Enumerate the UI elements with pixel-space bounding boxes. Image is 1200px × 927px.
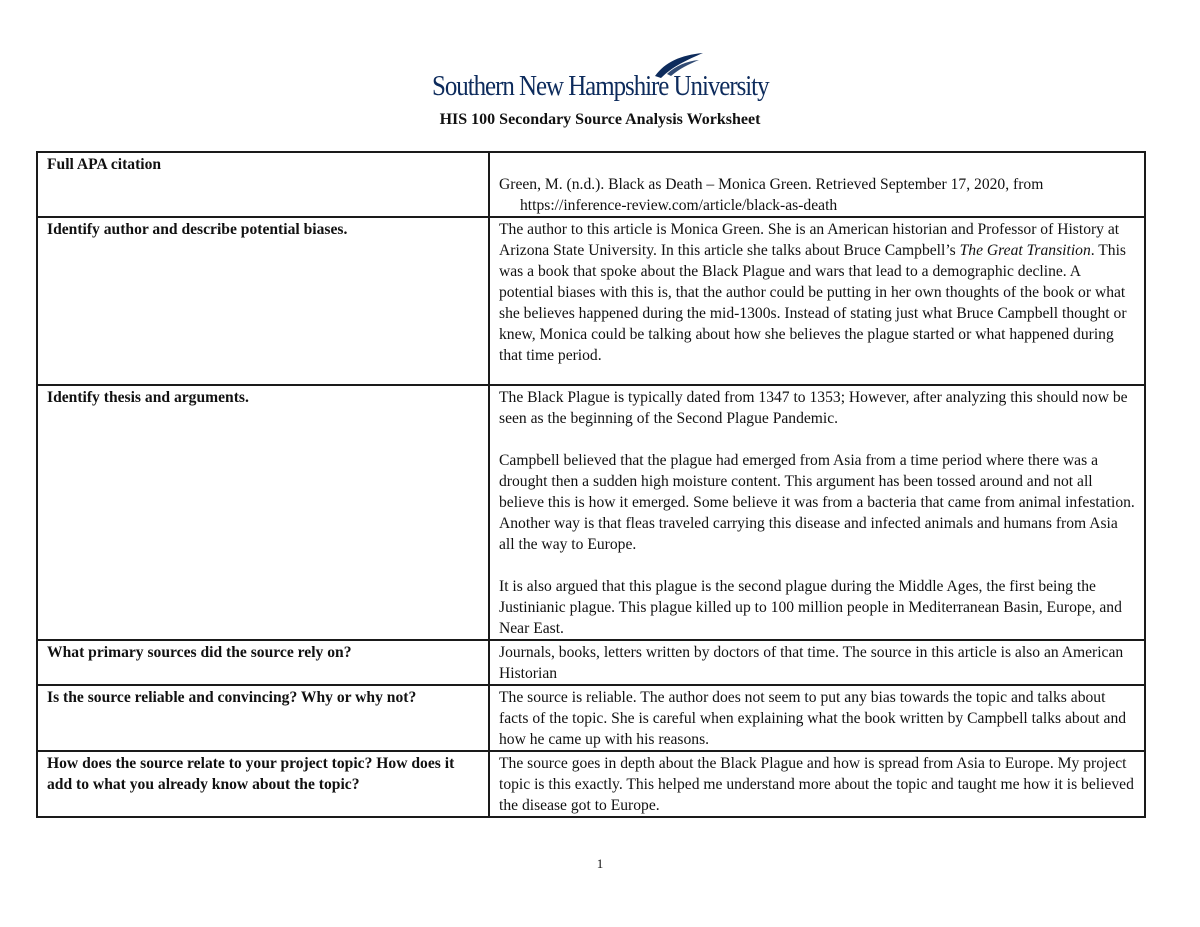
question-cell: What primary sources did the source rely on? <box>37 640 489 685</box>
table-row <box>37 152 1145 217</box>
table-row <box>37 640 1145 685</box>
logo-wordmark: Southern New Hampshire University <box>432 70 769 102</box>
answer-cell: Journals, books, letters written by doctors of that time. The source in this article is also an American Historian <box>489 640 1145 685</box>
answer-text: . This was a book that spoke about the Black Plague and wars that lead to a demographic decline. A potential biases with this is, that the author could be putting in her own thoughts of the book or what she believes happened during the mid-1300s. Instead of stating just what Bruce Campbell thought or knew, Monica could be talking about how she believes the plague started or what happened during that time period. <box>499 242 1127 364</box>
table-row <box>37 385 1145 640</box>
question-cell: How does the source relate to your project topic? How does it add to what you already know about the topic? <box>37 751 489 817</box>
citation-url: https://inference-review.com/article/black-as-death <box>520 197 838 214</box>
page-number: 1 <box>596 856 604 871</box>
book-title: The Great Transition <box>959 242 1091 259</box>
question-cell: Full APA citation <box>37 152 489 217</box>
page-title: HIS 100 Secondary Source Analysis Worksheet <box>439 111 761 128</box>
citation-line: Green, M. (n.d.). Black as Death – Monica Green. Retrieved September 17, 2020, from <box>499 176 1044 193</box>
question-cell: Identify author and describe potential biases. <box>37 217 489 385</box>
table-row <box>37 217 1145 385</box>
answer-cell <box>489 385 1145 640</box>
answer-cell <box>489 217 1145 385</box>
university-logo <box>432 52 772 106</box>
answer-cell: The source is reliable. The author does not seem to put any bias towards the topic and talks about facts of the topic. She is careful when explaining what the book written by Campbell talks about and how he came up with his reasons. <box>489 685 1145 751</box>
answer-cell: The source goes in depth about the Black Plague and how is spread from Asia to Europe. My project topic is this exactly. This helped me understand more about the topic and taught me how it is believed the disease got to Europe. <box>489 751 1145 817</box>
worksheet-table <box>36 151 1146 818</box>
table-row <box>37 685 1145 751</box>
question-cell: Identify thesis and arguments. <box>37 385 489 640</box>
answer-paragraph: The Black Plague is typically dated from 1347 to 1353; However, after analyzing this should now be seen as the beginning of the Second Plague Pandemic. <box>499 389 1128 427</box>
answer-text: The author to this article is Monica Green. She is an American historian and Professor of History at Arizona State University. In this article she talks about Bruce Campbell’s <box>499 221 1120 259</box>
question-cell: Is the source reliable and convincing? Why or why not? <box>37 685 489 751</box>
answer-cell <box>489 152 1145 217</box>
answer-paragraph: It is also argued that this plague is the second plague during the Middle Ages, the first being the Justinianic plague. This plague killed up to 100 million people in Mediterranean Basin, Europe, and Near East. <box>499 578 1122 637</box>
table-row <box>37 751 1145 817</box>
answer-paragraph: Campbell believed that the plague had emerged from Asia from a time period where there was a drought then a sudden high moisture content. This argument has been tossed around and not all believe this is how it emerged. Some believe it was from a bacteria that came from animal infestation. Another way is that fleas traveled carrying this disease and infected animals and humans from Asia all the way to Europe. <box>499 452 1135 553</box>
